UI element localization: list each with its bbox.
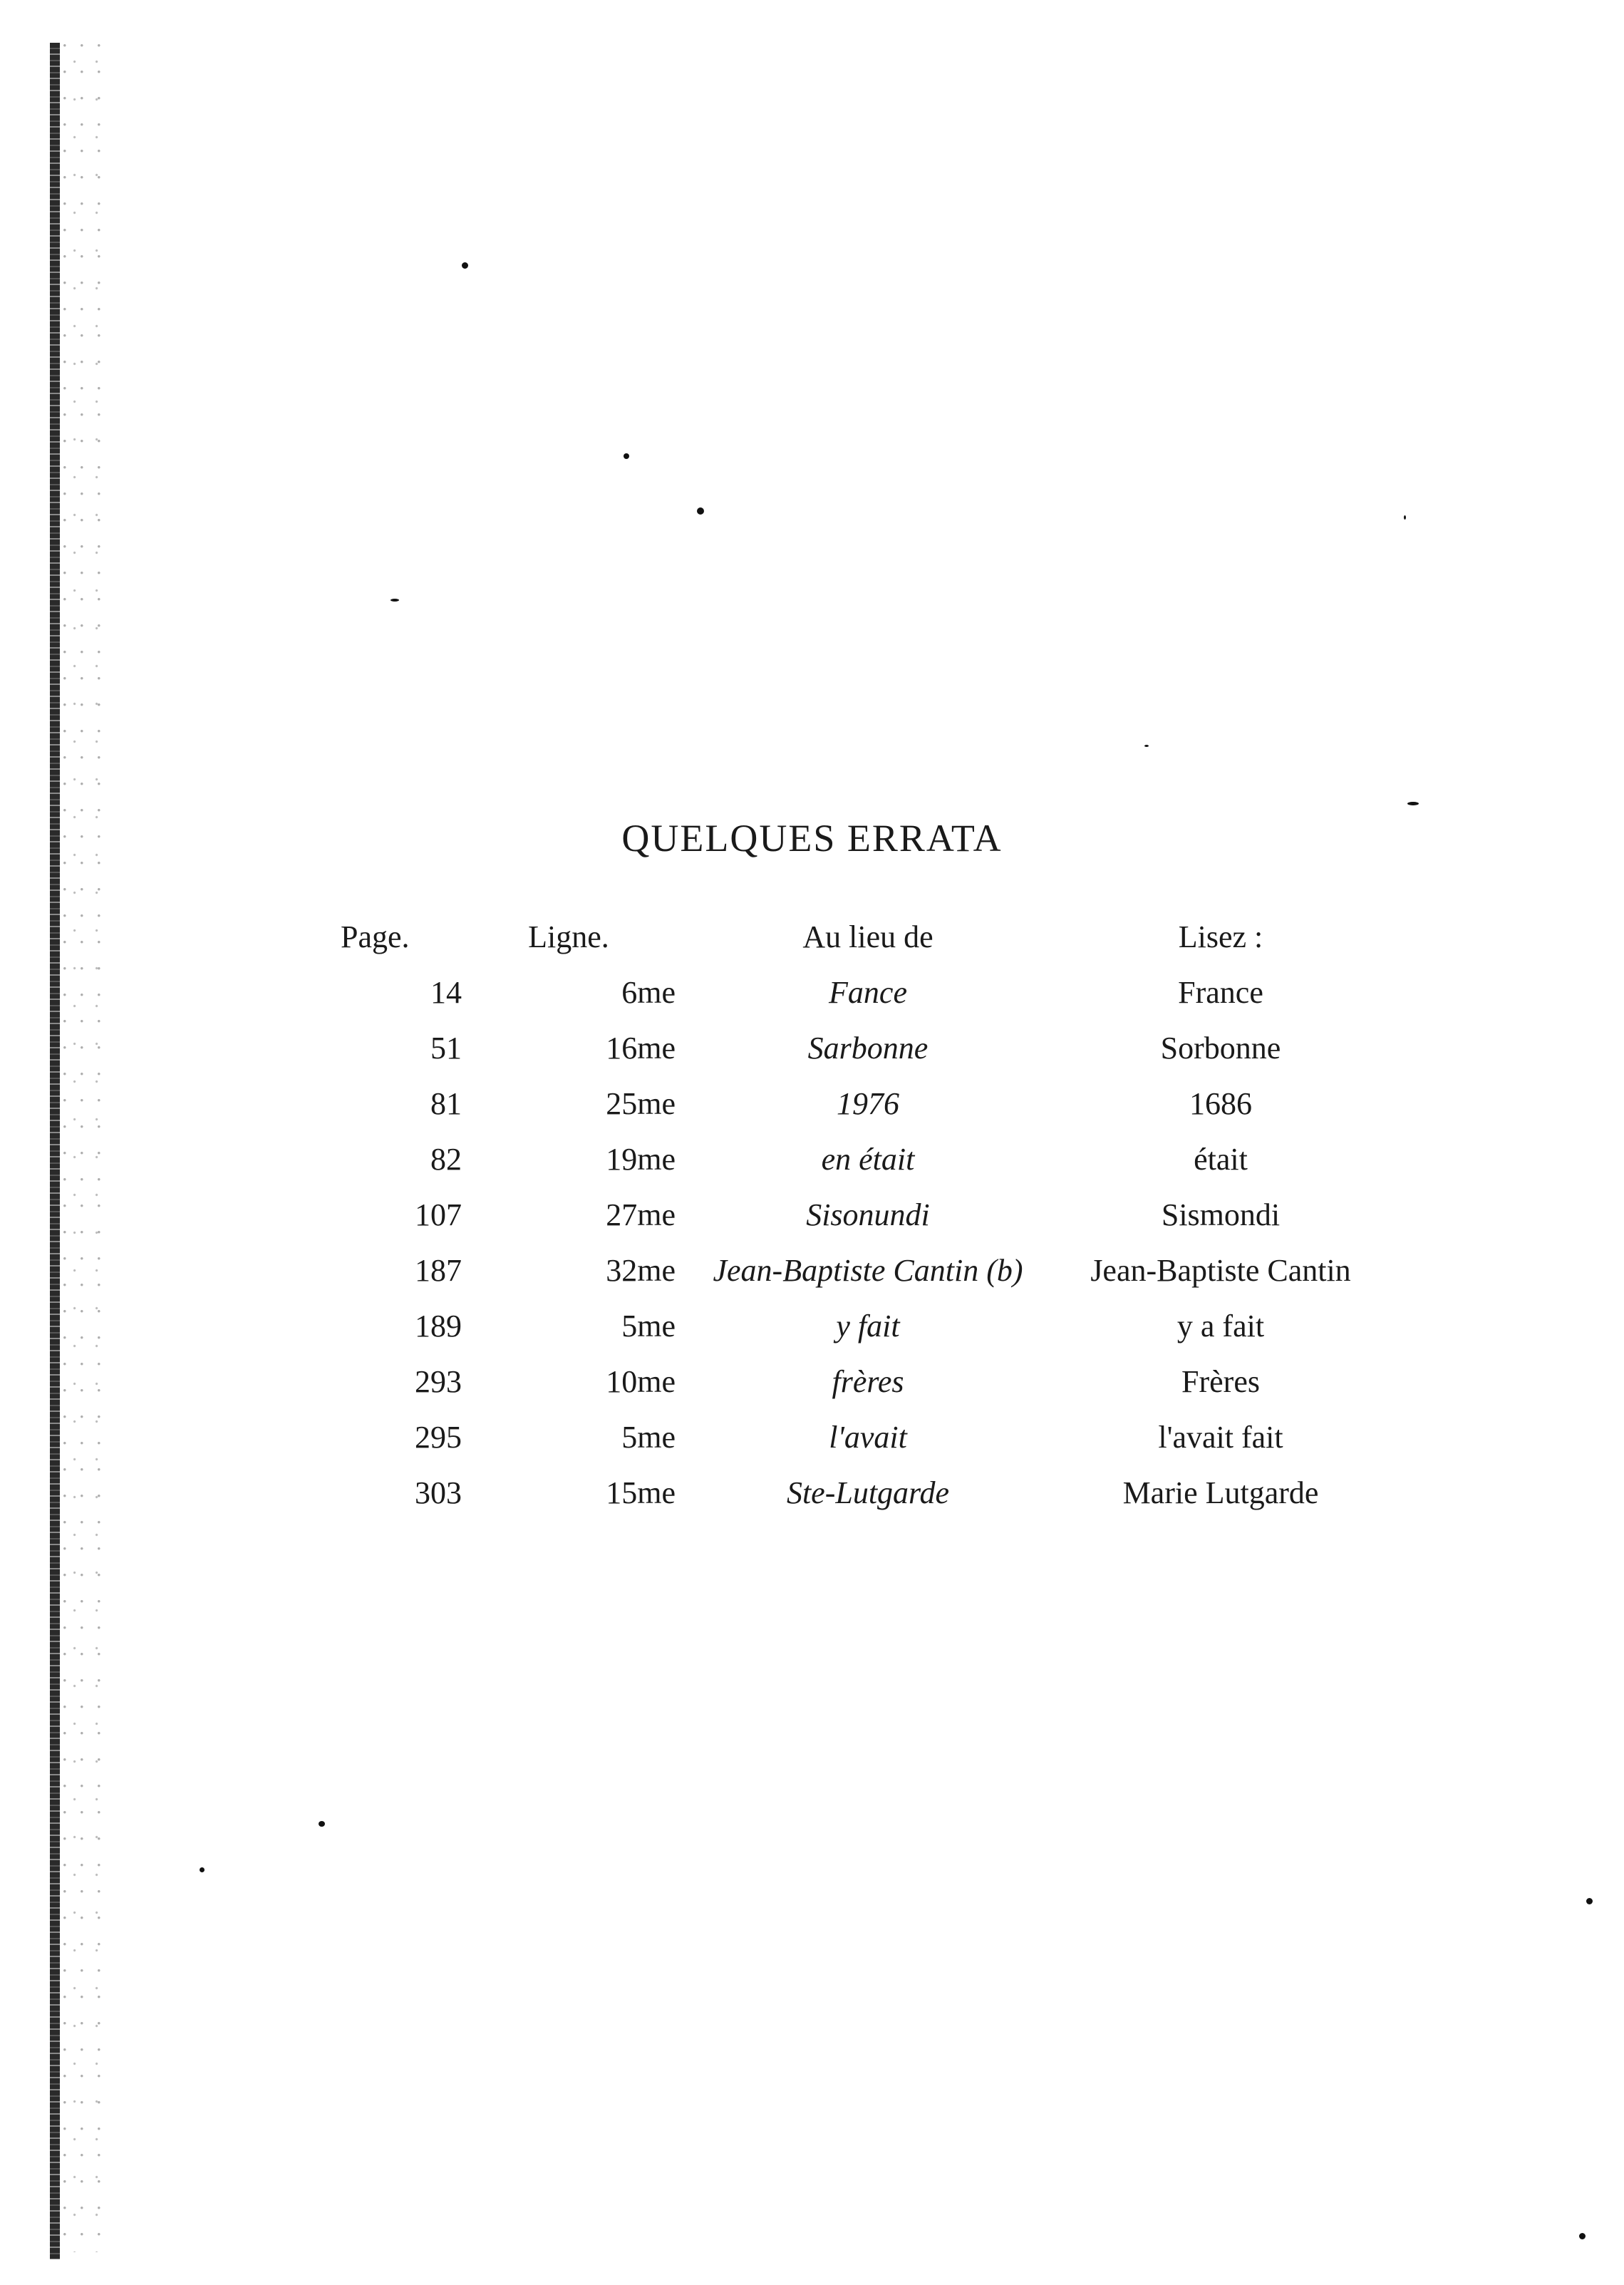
scan-speck [319, 1821, 325, 1827]
book-binding-edge [50, 43, 60, 2259]
cell-lisez: Sorbonne [1160, 1030, 1281, 1066]
cell-ligne: 15me [606, 1475, 676, 1510]
cell-lisez: l'avait fait [1158, 1419, 1283, 1455]
cell-au-lieu-de: Jean-Baptiste Cantin (b) [713, 1252, 1023, 1288]
cell-au-lieu-de: Sisonundi [806, 1197, 930, 1232]
cell-ligne: 5me [621, 1419, 676, 1455]
scan-speck [1144, 745, 1149, 747]
cell-lisez: France [1178, 974, 1263, 1010]
table-row [341, 1409, 1395, 1465]
cell-au-lieu-de: frères [832, 1363, 904, 1399]
cell-page: 81 [430, 1085, 462, 1121]
cell-ligne: 27me [606, 1197, 676, 1232]
cell-lisez: Jean-Baptiste Cantin [1090, 1252, 1351, 1288]
table-row [341, 1076, 1395, 1131]
cell-au-lieu-de: en était [821, 1141, 915, 1177]
binding-shadow [61, 43, 104, 2252]
scan-speck [624, 453, 629, 459]
cell-ligne: 16me [606, 1030, 676, 1066]
cell-lisez: Marie Lutgarde [1122, 1475, 1319, 1510]
cell-page: 189 [415, 1308, 462, 1343]
scan-speck [697, 507, 704, 515]
cell-page: 14 [430, 974, 462, 1010]
errata-title: QUELQUES ERRATA [621, 817, 1003, 860]
cell-ligne: 10me [606, 1363, 676, 1399]
cell-page: 82 [430, 1141, 462, 1177]
cell-ligne: 5me [621, 1308, 676, 1343]
cell-page: 295 [415, 1419, 462, 1455]
header-au-lieu-de: Au lieu de [802, 919, 933, 954]
header-lisez: Lisez : [1178, 919, 1263, 954]
cell-page: 107 [415, 1197, 462, 1232]
cell-au-lieu-de: 1976 [837, 1085, 899, 1121]
cell-ligne: 25me [606, 1085, 676, 1121]
table-row [341, 1298, 1395, 1353]
cell-page: 293 [415, 1363, 462, 1399]
table-row [341, 1353, 1395, 1409]
cell-ligne: 32me [606, 1252, 676, 1288]
cell-au-lieu-de: y fait [836, 1308, 900, 1343]
scan-speck [1404, 515, 1406, 520]
cell-au-lieu-de: Fance [829, 974, 907, 1010]
table-header-row [341, 909, 1395, 964]
cell-au-lieu-de: Ste-Lutgarde [786, 1475, 950, 1510]
cell-page: 187 [415, 1252, 462, 1288]
cell-lisez: 1686 [1189, 1085, 1252, 1121]
table-row [341, 1020, 1395, 1076]
cell-page: 51 [430, 1030, 462, 1066]
cell-lisez: y a fait [1176, 1308, 1265, 1343]
errata-table [341, 909, 1395, 1520]
header-ligne: Ligne. [528, 919, 609, 954]
table-row [341, 964, 1395, 1020]
table-row [341, 1187, 1395, 1242]
header-page: Page. [341, 919, 410, 954]
cell-lisez: Frères [1181, 1363, 1260, 1399]
table-row [341, 1131, 1395, 1187]
scan-speck [1586, 1898, 1593, 1904]
cell-ligne: 19me [606, 1141, 676, 1177]
cell-ligne: 6me [621, 974, 676, 1010]
scan-speck [1579, 2233, 1586, 2239]
scan-speck [200, 1867, 205, 1872]
scan-speck [462, 262, 468, 269]
cell-lisez: était [1194, 1141, 1248, 1177]
scan-speck [1407, 802, 1419, 805]
scan-speck [391, 599, 399, 602]
table-row [341, 1242, 1395, 1298]
cell-au-lieu-de: Sarbonne [807, 1030, 929, 1066]
cell-au-lieu-de: l'avait [829, 1419, 907, 1455]
cell-page: 303 [415, 1475, 462, 1510]
cell-lisez: Sismondi [1161, 1197, 1281, 1232]
table-row [341, 1465, 1395, 1520]
